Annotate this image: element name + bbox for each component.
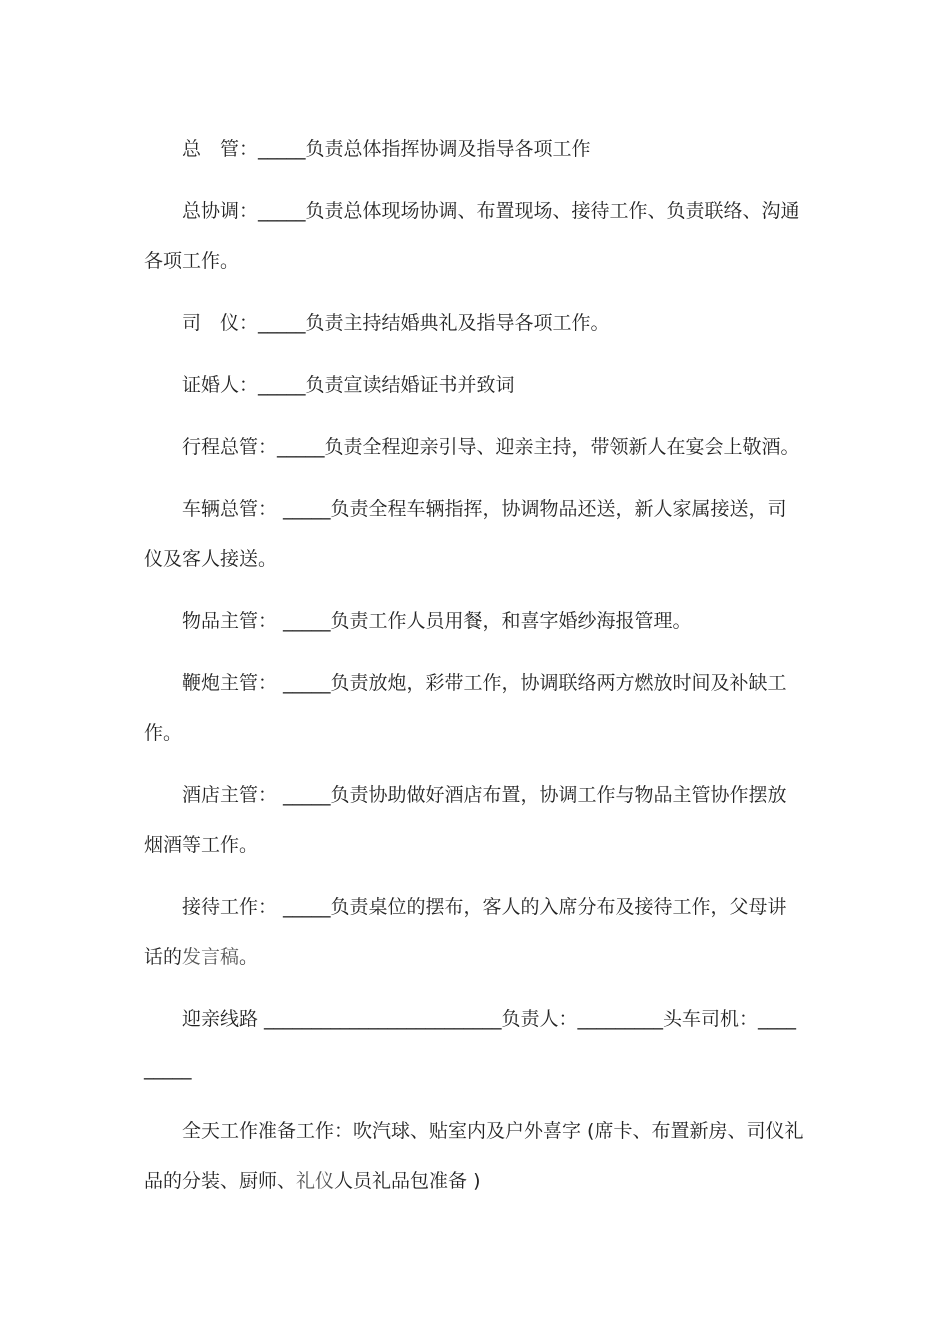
paragraph-hotel-manager: 酒店主管： _____负责协助做好酒店布置，协调工作与物品主管协作摆放烟酒等工作。 [144, 784, 787, 856]
paragraph-mc: 司 仪：_____负责主持结婚典礼及指导各项工作。 [182, 312, 610, 334]
reception-text: 接待工作： _____负责桌位的摆布，客人的入席分布及接待工作，父母讲话的 [144, 896, 787, 968]
preparation-text-end: 人员礼品包准备 ) [334, 1170, 481, 1192]
reception-text-end: 。 [239, 946, 259, 968]
paragraph-itinerary-manager: 行程总管：_____负责全程迎亲引导、迎亲主持，带领新人在宴会上敬酒。 [182, 436, 800, 458]
paragraph-firecracker-manager: 鞭炮主管： _____负责放炮，彩带工作，协调联络两方燃放时间及补缺工作。 [144, 672, 787, 744]
paragraph-general-coordinator: 总协调：_____负责总体现场协调、布置现场、接待工作、负责联络、沟通各项工作。 [144, 200, 800, 272]
document-body [144, 124, 804, 1218]
paragraph-preparation [144, 1106, 804, 1206]
paragraph-route: 迎亲线路 _________________________负责人：_________头车司机：_________ [144, 1008, 797, 1080]
etiquette-link[interactable]: 礼仪 [296, 1170, 335, 1192]
paragraph-supplies-manager: 物品主管： _____负责工作人员用餐，和喜字婚纱海报管理。 [182, 610, 692, 632]
paragraph-reception [144, 882, 804, 982]
paragraph-vehicle-manager: 车辆总管： _____负责全程车辆指挥，协调物品还送，新人家属接送，司仪及客人接送。 [144, 498, 787, 570]
preparation-text: 全天工作准备工作：吹汽球、贴室内及户外喜字 (席卡、布置新房、司仪礼品的分装、厨师、 [144, 1120, 804, 1192]
paragraph-witness: 证婚人：_____负责宣读结婚证书并致词 [182, 374, 515, 396]
paragraph-general-manager: 总 管：_____负责总体指挥协调及指导各项工作 [182, 138, 591, 160]
speech-draft-link[interactable]: 发言稿 [182, 946, 240, 968]
